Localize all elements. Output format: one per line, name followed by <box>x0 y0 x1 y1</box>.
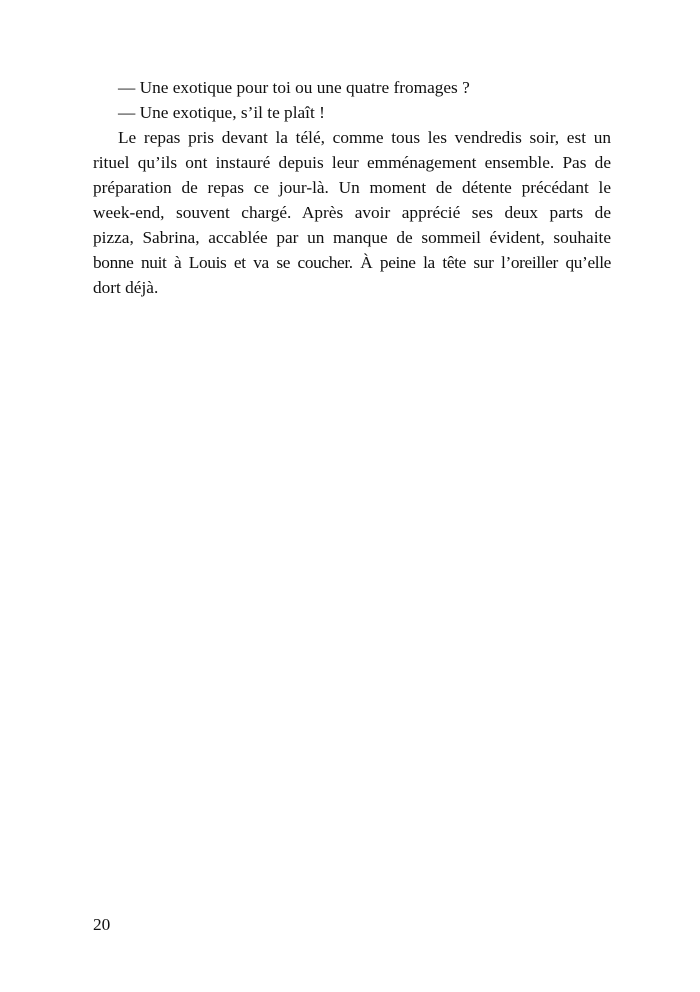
paragraph-line: rituel qu’ils ont instauré depuis leur emménagement ensemble. Pas de <box>93 153 611 172</box>
paragraph-line: bonne nuit à Louis et va se coucher. À peine la tête sur l’oreiller qu’elle <box>93 253 611 272</box>
body-text <box>93 75 611 300</box>
paragraph-line: pizza, Sabrina, accablée par un manque de sommeil évident, souhaite <box>93 228 611 247</box>
dialogue-line: — Une exotique, s’il te plaît ! <box>118 103 325 122</box>
dialogue-line: — Une exotique pour toi ou une quatre fromages ? <box>118 78 470 97</box>
paragraph-line: préparation de repas ce jour-là. Un moment de détente précédant le <box>93 178 611 197</box>
paragraph-line: Le repas pris devant la télé, comme tous les vendredis soir, est un <box>118 128 611 147</box>
paragraph-line: week-end, souvent chargé. Après avoir apprécié ses deux parts de <box>93 203 611 222</box>
paragraph-line: dort déjà. <box>93 278 159 297</box>
page-number: 20 <box>93 915 111 934</box>
